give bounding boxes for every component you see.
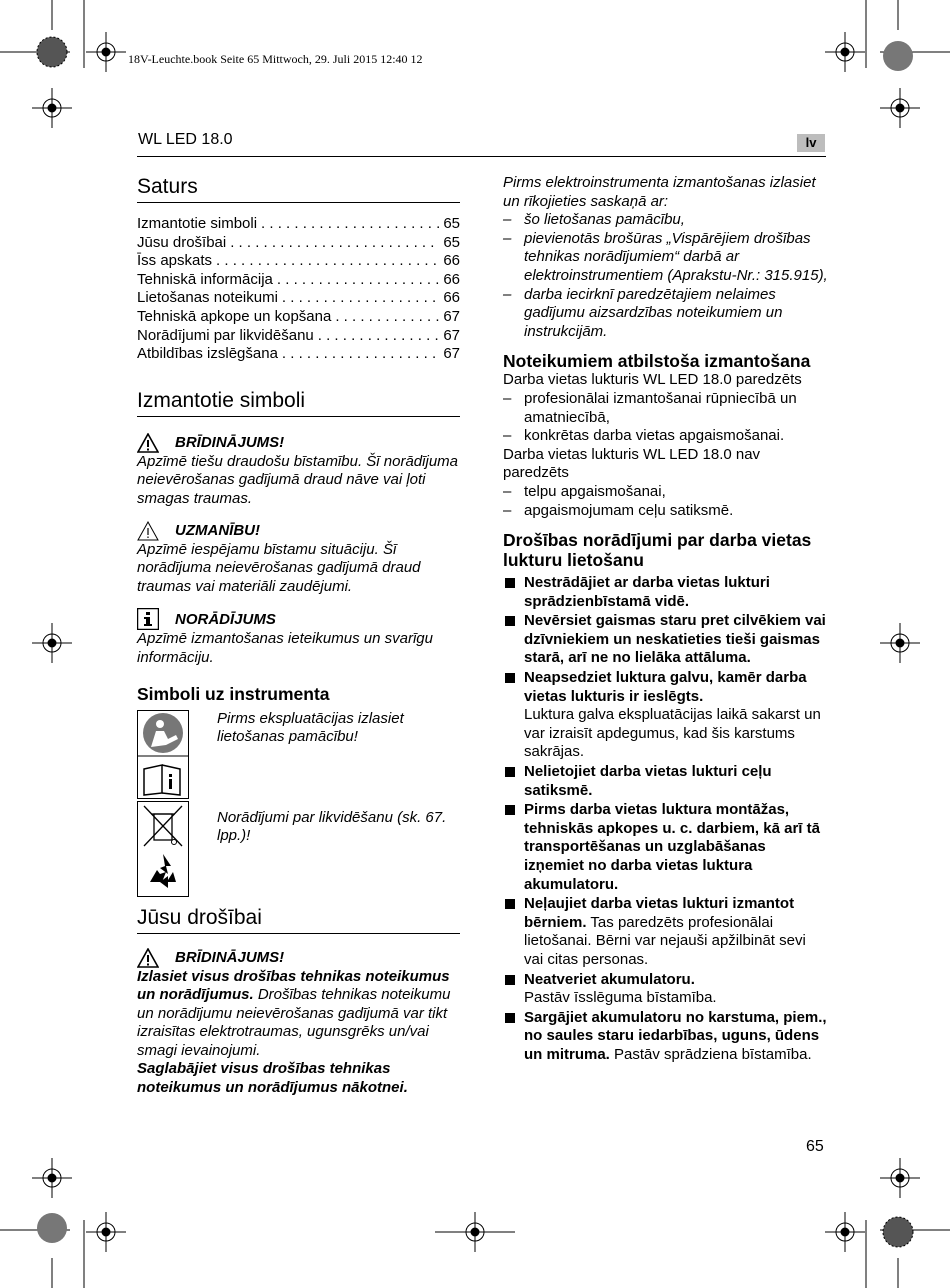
caution-triangle-icon: [137, 521, 159, 541]
toc-label: Izmantotie simboli: [137, 215, 258, 232]
book-file-info: 18V-Leuchte.book Seite 65 Mittwoch, 29. Juli 2015 12:40 12: [128, 52, 423, 66]
registration-mark-icon: [825, 32, 865, 72]
list-item: [503, 971, 829, 1008]
warning-triangle-icon: [137, 948, 159, 968]
bullet-bold: Sargājiet akumulatoru no karstuma, piem., no saules staru iedarbības, uguns, ūdens un mitruma.: [524, 1008, 827, 1063]
toc-row: [137, 252, 460, 271]
registration-mark-icon: [435, 1212, 515, 1252]
manual-symbol-text: Pirms ekspluatācijas izlasiet lietošanas pamācību!: [217, 709, 404, 746]
note-text: Apzīmē izmantošanas ieteikumus un svarīgu informāciju.: [137, 630, 433, 666]
bullet-bold: Pirms darba vietas luktura montāžas, tehniskās apkopes u. c. darbiem, kā arī tā transportēšanas un uzglabāšanas izņemiet no darba vietas luktura akumulatoru.: [524, 801, 820, 893]
list-item: – darba iecirknī paredzētajiem nelaimes gadījumu aizsardzības noteikumiem un instrukcijām.: [503, 286, 829, 342]
list-item: [503, 612, 829, 668]
toc-title: Saturs: [137, 174, 460, 203]
toc-page: 66: [443, 270, 460, 288]
caution-text: Apzīmē iespējamu bīstamu situāciju. Šī norādījuma neievērošanas gadījumā draud traumas vai materiāli zaudējumi.: [137, 540, 421, 595]
registration-mark-icon: [32, 1158, 72, 1198]
toc-row: [137, 345, 460, 364]
warning-signal: [137, 433, 460, 453]
bullet-rest: Luktura galva ekspluatācijas laikā sakarst un var izraisīt apdegumus, kad šis karstums sakrājas.: [524, 706, 821, 761]
right-column: [503, 174, 829, 1066]
header-title: WL LED 18.0: [138, 131, 233, 148]
instrument-symbols-title: Simboli uz instrumenta: [137, 683, 330, 704]
registration-mark-icon: [825, 1212, 865, 1252]
list-item: [503, 669, 829, 762]
bullet-bold: Nelietojiet darba vietas lukturi ceļu satiksmē.: [524, 763, 772, 799]
toc-label: Tehniskā informācija: [137, 270, 273, 288]
bullet-bold: Neapsedziet luktura galvu, kamēr darba vietas lukturis ir ieslēgts.: [524, 669, 807, 705]
registration-mark-icon: [32, 88, 72, 128]
warning-word: BRĪDINĀJUMS!: [175, 434, 285, 452]
header-rule: [137, 156, 826, 157]
lamp-safety-title: Drošības norādījumi par darba vietas lukturu lietošanu: [503, 530, 812, 571]
toc-row: [137, 215, 460, 234]
bullet-rest: Tas paredzēts profesionālai lietošanai. Bērni var nejauši apžilbināt sevi vai citas personas.: [524, 913, 806, 968]
toc-row: [137, 308, 460, 327]
note-word: NORĀDĪJUMS: [175, 610, 276, 628]
toc-page: 66: [443, 289, 460, 307]
intro-list: [503, 211, 829, 341]
toc-list: [137, 215, 460, 364]
safety-warning-signal: [137, 948, 460, 968]
safety-bullets: [503, 574, 829, 1064]
usage-list-2: [503, 483, 829, 520]
list-item: – šo lietošanas pamācību,: [503, 211, 829, 230]
color-bar-circle-icon: [883, 1217, 913, 1247]
registration-mark-icon: [86, 32, 126, 72]
bullet-rest: Pastāv sprādziena bīstamība.: [609, 1045, 812, 1063]
list-item: [503, 895, 829, 969]
safety-paragraph-2: Saglabājiet visus drošības tehnikas noteikumus un norādījumus nākotnei.: [137, 1060, 408, 1097]
toc-label: Atbildības izslēgšana: [137, 345, 278, 363]
list-item: [503, 574, 829, 611]
bullet-bold: Nestrādājiet ar darba vietas lukturi sprādzienbīstamā vidē.: [524, 574, 770, 610]
usage-paragraph-2: Darba vietas lukturis WL LED 18.0 nav paredzēts: [503, 445, 761, 482]
bullet-rest: Pastāv īsslēguma bīstamība.: [524, 989, 717, 1007]
info-icon: [137, 608, 159, 630]
page-number: 65: [806, 1138, 824, 1155]
language-badge: lv: [797, 134, 825, 152]
left-column: [137, 174, 460, 1098]
list-item: [503, 763, 829, 800]
list-item: – konkrētas darba vietas apgaismošanai.: [503, 427, 829, 446]
list-item: [503, 1009, 829, 1065]
safety-paragraph-1: [137, 968, 460, 1061]
disposal-symbol-text: Norādījumi par likvidēšanu (sk. 67. lpp.)!: [217, 808, 447, 845]
usage-paragraph-1: Darba vietas lukturis WL LED 18.0 paredzēts: [503, 371, 802, 389]
note-signal: [137, 608, 460, 630]
registration-mark-icon: [880, 88, 920, 128]
safety-title: Jūsu drošībai: [137, 905, 460, 934]
recycle-icon: [150, 854, 176, 888]
bullet-bold: Neļaujiet darba vietas lukturi izmantot bērniem.: [524, 895, 795, 931]
toc-label: Norādījumi par likvidēšanu: [137, 326, 314, 344]
list-item: – apgaismojumam ceļu satiksmē.: [503, 502, 829, 521]
usage-title: Noteikumiem atbilstoša izmantošana: [503, 351, 811, 372]
toc-row: [137, 271, 460, 290]
toc-row: [137, 327, 460, 346]
toc-label: Īss apskats: [137, 252, 213, 270]
safety-p1-bold: Izlasiet visus drošības tehnikas noteikumus un norādījumus.: [137, 967, 450, 1004]
registration-mark-icon: [32, 623, 72, 663]
caution-word: UZMANĪBU!: [175, 522, 260, 540]
caution-signal: [137, 521, 460, 541]
disposal-symbol: [137, 801, 189, 897]
toc-label: Tehniskā apkope un kopšana: [137, 307, 332, 325]
toc-row: [137, 234, 460, 253]
list-item: – telpu apgaismošanai,: [503, 483, 829, 502]
toc-page: 67: [443, 307, 460, 325]
registration-mark-icon: [86, 1212, 126, 1252]
manual-symbol: [137, 710, 189, 799]
registration-mark-icon: [880, 1158, 920, 1198]
disposal-symbol-row: [137, 801, 460, 897]
list-item: – pievienotās brošūras „Vispārējiem drošības tehnikas norādījumiem“ darbā ar elektroinstrumentiem (Aprakstu-Nr.: 315.915),: [503, 230, 829, 286]
list-item: [503, 801, 829, 894]
intro-text: Pirms elektroinstrumenta izmantošanas izlasiet un rīkojieties saskaņā ar:: [503, 174, 816, 210]
safety-warning-word: BRĪDINĀJUMS!: [175, 949, 285, 966]
safety-p1-rest: Drošības tehnikas noteikumu un norādījumu neievērošanas gadījumā var tikt izraisītas elektrotraumas, ugunsgrēks un/vai smagi ievainojumi.: [137, 986, 451, 1059]
toc-page: 66: [443, 252, 460, 270]
registration-mark-icon: [880, 623, 920, 663]
warning-triangle-icon: [137, 433, 159, 453]
list-item: – profesionālai izmantošanai rūpniecībā un amatniecībā,: [503, 390, 829, 427]
toc-page: 65: [443, 233, 460, 251]
crossed-bin-icon: [138, 802, 188, 896]
toc-row: [137, 289, 460, 308]
gray-circle-icon: [37, 1213, 67, 1243]
toc-page: 67: [443, 345, 460, 363]
usage-list-1: [503, 390, 829, 446]
bullet-bold: Neatveriet akumulatoru.: [524, 970, 695, 988]
symbols-title: Izmantotie simboli: [137, 388, 460, 417]
color-bar-circle-icon: [37, 37, 67, 67]
toc-label: Jūsu drošībai: [137, 233, 227, 251]
bullet-bold: Nevērsiet gaismas staru pret cilvēkiem vai dzīvniekiem un neskatieties tieši gaismas starā, arī ne no lielāka attāluma.: [524, 612, 826, 667]
gray-circle-icon: [883, 41, 913, 71]
manual-symbol-row: [137, 710, 460, 799]
warning-text: Apzīmē tiešu draudošu bīstamību. Šī norādījuma neievērošanas gadījumā draud nāve vai ļoti smagas traumas.: [137, 452, 458, 507]
toc-label: Lietošanas noteikumi: [137, 289, 278, 307]
toc-page: 65: [443, 215, 460, 232]
toc-page: 67: [443, 326, 460, 344]
read-manual-icon: [138, 711, 188, 798]
